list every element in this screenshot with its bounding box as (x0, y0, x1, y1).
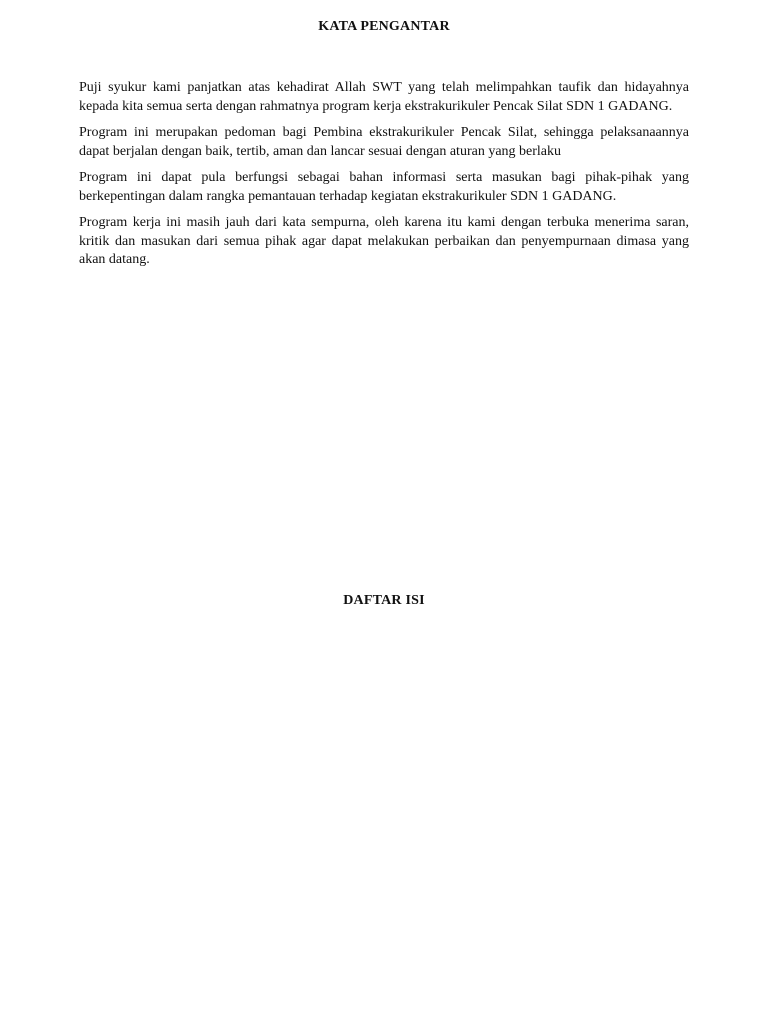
paragraph-3: Program ini dapat pula berfungsi sebagai bahan informasi serta masukan bagi pihak-pihak yang berkepentingan dalam rangka pemantauan terhadap kegiatan ekstrakurikuler SDN 1 GADANG. (79, 170, 689, 204)
paragraph-2: Program ini merupakan pedoman bagi Pembina ekstrakurikuler Pencak Silat, sehingga pelaksanaannya dapat berjalan dengan baik, tertib, aman dan lancar sesuai dengan aturan yang berlaku (79, 125, 689, 159)
paragraph-1: Puji syukur kami panjatkan atas kehadirat Allah SWT yang telah melimpahkan taufik dan hidayahnya kepada kita semua serta dengan rahmatnya program kerja ekstrakurikuler Pencak Silat SDN 1 GADANG. (79, 80, 689, 114)
kata-pengantar-heading: KATA PENGANTAR (318, 19, 450, 34)
paragraph-4: Program kerja ini masih jauh dari kata sempurna, oleh karena itu kami dengan terbuka menerima saran, kritik dan masukan dari semua pihak agar dapat melakukan perbaikan dan penyempurnaan dimasa yang akan datang. (79, 215, 689, 267)
daftar-isi-heading: DAFTAR ISI (343, 593, 425, 608)
kata-pengantar-body (79, 79, 689, 278)
